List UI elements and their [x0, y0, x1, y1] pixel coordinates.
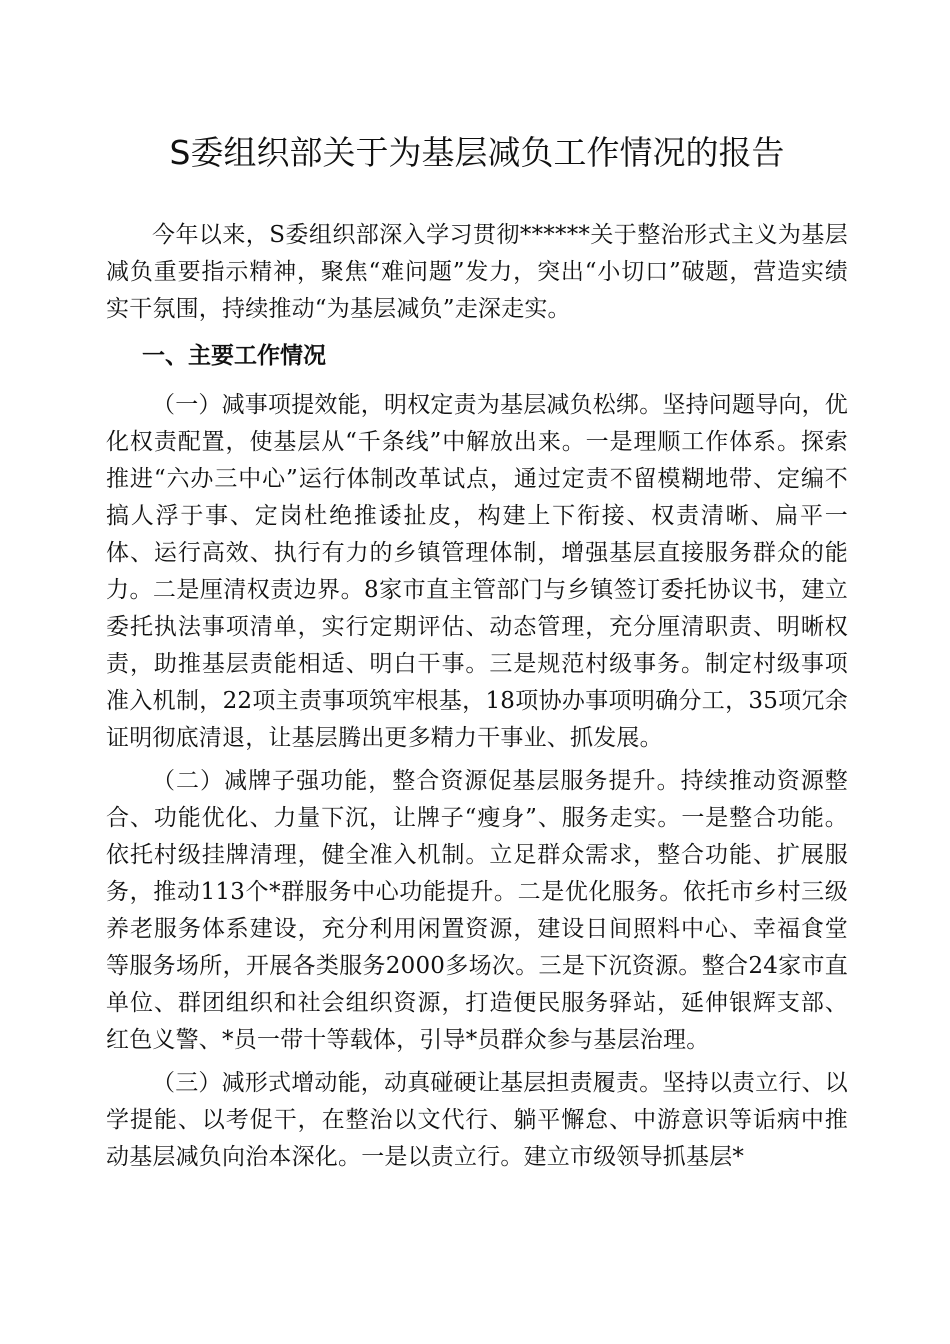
intro-paragraph: 今年以来，S委组织部深入学习贯彻******关于整治形式主义为基层减负重要指示精神，聚焦“难问题”发力，突出“小切口”破题，营造实绩实干氛围，持续推动“为基层减负”走深走实。 [106, 222, 848, 322]
body-paragraph-1: （一）减事项提效能，明权定责为基层减负松绑。坚持问题导向，优化权责配置，使基层从“千条线”中解放出来。一是理顺工作体系。探索推进“六办三中心”运行体制改革试点，通过定责不留模糊地带、定编不搞人浮于事、定岗杜绝推诿扯皮，构建上下衔接、权责清晰、扁平一体、运行高效、执行有力的乡镇管理体制，增强基层直接服务群众的能力。二是厘清权责边界。8家市直主管部门与乡镇签订委托协议书，建立委托执法事项清单，实行定期评估、动态管理，充分厘清职责、明晰权责，助推基层责能相适、明白干事。三是规范村级事务。制定村级事项准入机制，22项主责事项筑牢根基，18项协办事项明确分工，35项冗余证明彻底清退，让基层腾出更多精力干事业、抓发展。 [106, 392, 848, 751]
document-page [106, 125, 848, 1182]
document-title: S委组织部关于为基层减负工作情况的报告 [169, 133, 785, 172]
body-paragraph-3: （三）减形式增动能，动真碰硬让基层担责履责。坚持以责立行、以学提能、以考促干，在整治以文代行、躺平懈怠、中游意识等诟病中推动基层减负向治本深化。一是以责立行。建立市级领导抓基层* [106, 1070, 848, 1170]
section-heading: 一、主要工作情况 [142, 343, 326, 369]
body-paragraph-2: （二）减牌子强功能，整合资源促基层服务提升。持续推动资源整合、功能优化、力量下沉，让牌子“瘦身”、服务走实。一是整合功能。依托村级挂牌清理，健全准入机制。立足群众需求，整合功能、扩展服务，推动113个*群服务中心功能提升。二是优化服务。依托市乡村三级养老服务体系建设，充分利用闲置资源，建设日间照料中心、幸福食堂等服务场所，开展各类服务2000多场次。三是下沉资源。整合24家市直单位、群团组织和社会组织资源，打造便民服务驿站，延伸银辉支部、红色义警、*员一带十等载体，引导*员群众参与基层治理。 [106, 768, 848, 1053]
